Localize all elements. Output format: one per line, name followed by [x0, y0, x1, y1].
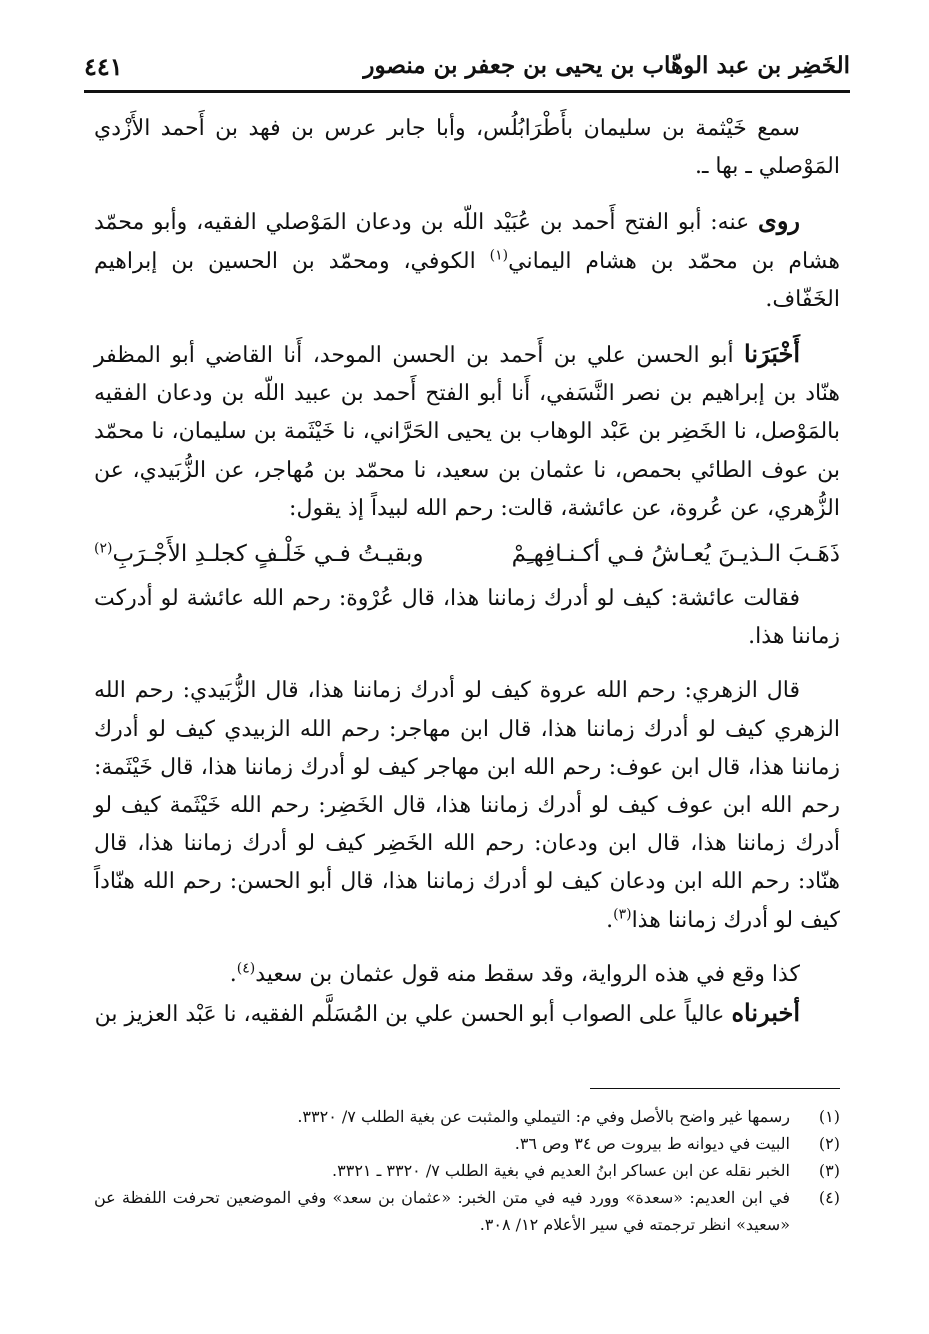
footnote-marker: (٣): [613, 906, 632, 923]
footnotes: [94, 1103, 840, 1238]
footnote-item: [94, 1157, 840, 1184]
running-title: الخَضِر بن عبد الوهّاب بن يحيى بن جعفر بن منصور: [363, 52, 850, 79]
footnote-item: [94, 1130, 840, 1157]
footnote-number: (٣): [818, 1161, 840, 1180]
footnote-text: الخبر نقله عن ابن عساكر ابنُ العديم في بغية الطلب ٧/ ٣٣٢٠ ـ ٣٣٢١.: [332, 1161, 790, 1180]
footnote-item: [94, 1184, 840, 1238]
footnote-marker: (٢): [94, 540, 113, 557]
footnote-text: في ابن العديم: «سعدة» وورد فيه في متن الخبر: «عثمان بن سعد» وفي الموضعين تحرفت اللفظة عن «سعيد» انظر ترجمته في سير الأعلام ١٢/ ٣٠٨.: [94, 1188, 790, 1234]
footnote-item: [94, 1103, 840, 1130]
paragraph-6: [94, 956, 840, 994]
footnote-marker: (١): [489, 247, 509, 264]
verse-second-text: وبقيـتُ فـي خَلْـفٍ كجلـدِ الأَجْـرَبِ: [112, 541, 424, 568]
page-number: ٤٤١: [84, 52, 123, 81]
paragraph-end: .: [229, 961, 237, 987]
paragraph-text: عالياً على الصواب أبو الحسن علي بن المُسَلَّم الفقيه، نا عَبْد العزيز بن: [94, 1002, 732, 1028]
poem-verse: [94, 534, 840, 574]
paragraph-7: [94, 994, 840, 1034]
footnote-text: رسمها غير واضح بالأصل وفي م: التيملي والمثبت عن بغية الطلب ٧/ ٣٣٢٠.: [297, 1107, 790, 1126]
paragraph-2: [94, 202, 840, 319]
paragraph-1: سمع خَيْثمة بن سليمان بأَطْرَابُلُس، وأبا جابر عرس بن فهد بن أَحمد الأَزْدي المَوْصلي ـ بها ـ.: [94, 116, 840, 180]
paragraph-text: عنه: أبو الفتح أَحمد بن عُبَيْد اللّه بن ودعان المَوْصلي الفقيه، وأبو محمّد هشام بن محمّد بن هشام اليماني: [94, 210, 840, 274]
body-text: [94, 110, 840, 1034]
footnote-marker: (٤): [236, 960, 256, 977]
lead-word: أَخْبَرَنا: [744, 339, 800, 369]
paragraph-3: [94, 335, 840, 528]
footnote-text: البيت في ديوانه ط بيروت ص ٣٤ وص ٣٦.: [514, 1134, 790, 1153]
paragraph-4: فقالت عائشة: كيف لو أدرك زماننا هذا، قال عُرْوة: رحم الله عائشة لو أدركت زماننا هذا.: [94, 586, 840, 650]
page-header: [84, 52, 850, 84]
paragraph-text: أبو الحسن علي بن أَحمد بن الحسن الموحد، أَنا القاضي أبو المظفر هنّاد بن إبراهيم بن نصر النَّسَفي، أَنا أبو الفتح أَحمد بن عبيد اللّه بن ودعان الفقيه بالمَوْصل، نا الخَضِر بن عَبْد الوهاب بن يحيى الحَرَّاني، نا خَيْثَمة بن سليمان، نا محمّد بن عوف الطائي بحمص، نا عثمان بن سعيد، نا محمّد بن مُهاجر، عن الزُّبَيدي، عن الزُّهري، عن عُروة، عن عائشة، قالت: رحم الله لبيداً إذ يقول:: [94, 343, 840, 521]
lead-word: روى: [758, 206, 800, 236]
lead-word: أخبرناه: [731, 998, 800, 1028]
footnote-number: (١): [818, 1107, 840, 1126]
paragraph-text: قال الزهري: رحم الله عروة كيف لو أدرك زماننا هذا، قال الزُّبَيدي: رحم الله الزهري كيف لو أدرك زماننا هذا، قال ابن مهاجر: رحم الله الزبيدي كيف لو أدرك زماننا هذا، قال ابن عوف: رحم الله ابن مهاجر كيف لو أدرك زماننا هذا، قال خَيْثَمة: رحم الله ابن عوف كيف لو أدرك زماننا هذا، قال الخَضِر: رحم الله خَيْثَمة كيف لو أدرك زماننا هذا، قال ابن ودعان: رحم الله الخَضِر كيف لو أدرك زماننا هذا، قال هنّاد: رحم الله ابن ودعان كيف لو أدرك زماننا هذا، قال أبو الحسن: رحم الله هنّاداً كيف لو أدرك زماننا هذا: [94, 678, 840, 933]
footnote-rule: [590, 1088, 840, 1089]
footnote-number: (٢): [818, 1134, 840, 1153]
footnote-number: (٤): [818, 1188, 840, 1207]
paragraph-5: [94, 672, 840, 939]
paragraph-text: الكوفي، ومحمّد بن الحسين بن إبراهيم الخَفّاف.: [94, 248, 840, 312]
paragraph-text: كذا وقع في هذه الرواية، وقد سقط منه قول عثمان بن سعيد: [255, 961, 800, 987]
paragraph-end: .: [606, 907, 614, 933]
verse-first-hemistich: ذَهَـبَ الـذيـنَ يُعـاشُ فـي أكـنـافِهـِمْ: [511, 541, 840, 568]
header-rule: [84, 90, 850, 93]
verse-second-hemistich: [94, 534, 423, 574]
